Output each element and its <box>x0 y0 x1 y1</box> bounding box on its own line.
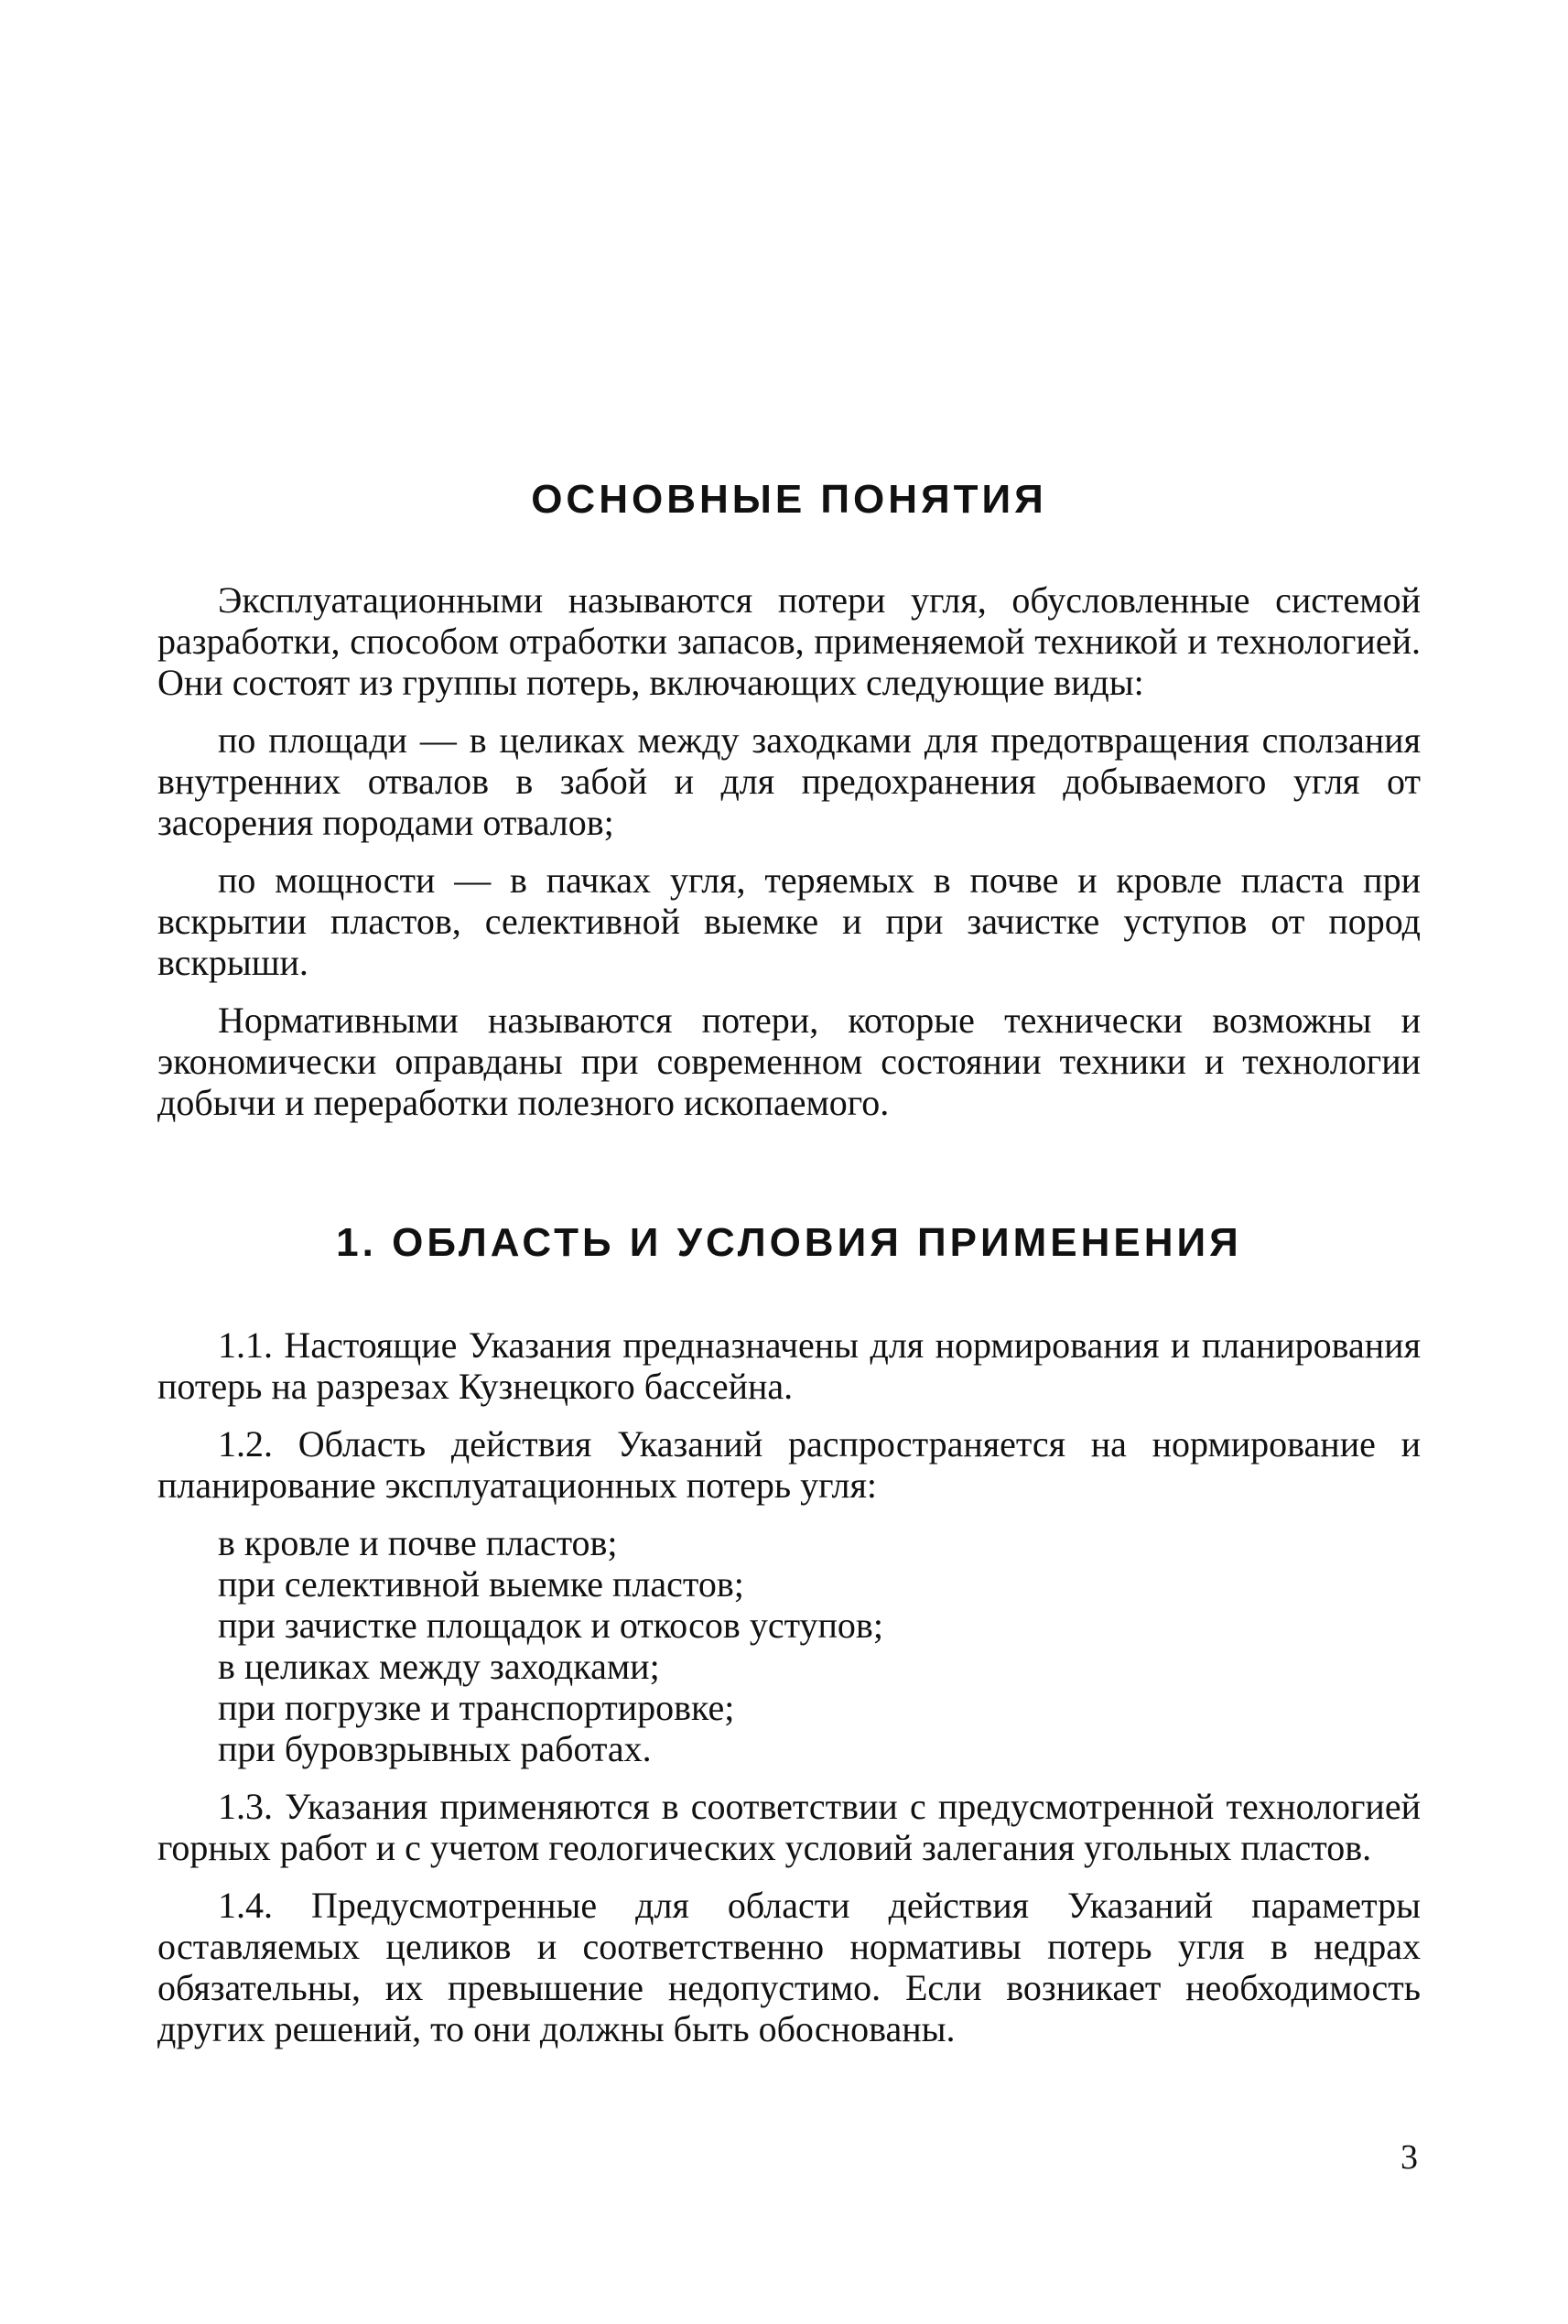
page-number: 3 <box>1400 2138 1418 2177</box>
section-heading-scope: 1. ОБЛАСТЬ И УСЛОВИЯ ПРИМЕНЕНИЯ <box>336 1219 1242 1265</box>
list-item: при буровзрывных работах. <box>218 1727 652 1769</box>
paragraph-normative-losses: Нормативными называются потери, которые технически возможны и экономически оправданы при современном состоянии техники и технологии добычи и переработки полезного ископаемого. <box>157 999 1421 1123</box>
list-item: при погрузке и транспортировке; <box>218 1686 735 1728</box>
list-item: в целиках между заходками; <box>218 1645 660 1687</box>
paragraph-thickness-losses: по мощности — в пачках угля, теряемых в почве и кровле пласта при вскрытии пластов, селективной выемке и при зачистке уступов от пород вскрыши. <box>157 859 1421 983</box>
paragraph-1-1: 1.1. Настоящие Указания предназначены для нормирования и планирования потерь на разрезах Кузнецкого бассейна. <box>157 1324 1421 1407</box>
paragraph-1-3: 1.3. Указания применяются в соответствии с предусмотренной технологией горных работ и с учетом геологических условий залегания угольных пластов. <box>157 1785 1421 1868</box>
list-item: в кровле и почве пластов; <box>218 1521 618 1563</box>
section-heading-basic-concepts: ОСНОВНЫЕ ПОНЯТИЯ <box>531 477 1047 522</box>
paragraph-1-2: 1.2. Область действия Указаний распространяется на нормирование и планирование эксплуатационных потерь угля: <box>157 1422 1421 1506</box>
paragraph-area-losses: по площади — в целиках между заходками для предотвращения сползания внутренних отвалов в забой и для предохранения добываемого угля от засорения породами отвалов; <box>157 719 1421 843</box>
list-item: при селективной выемке пластов; <box>218 1562 744 1605</box>
page-content <box>157 476 1421 2066</box>
list-item: при зачистке площадок и откосов уступов; <box>218 1604 883 1646</box>
paragraph-exploitation-losses: Эксплуатационными называются потери угля, обусловленные системой разработки, способом отработки запасов, применяемой техникой и технологией. Они состоят из группы потерь, включающих следующие виды: <box>157 578 1421 703</box>
paragraph-1-4: 1.4. Предусмотренные для области действия Указаний параметры оставляемых целиков и соответственно нормативы потерь угля в недрах обязательны, их превышение недопустимо. Если возникает необходимость других решений, то они должны быть обоснованы. <box>157 1884 1421 2049</box>
loss-types-list <box>157 1522 1421 1769</box>
